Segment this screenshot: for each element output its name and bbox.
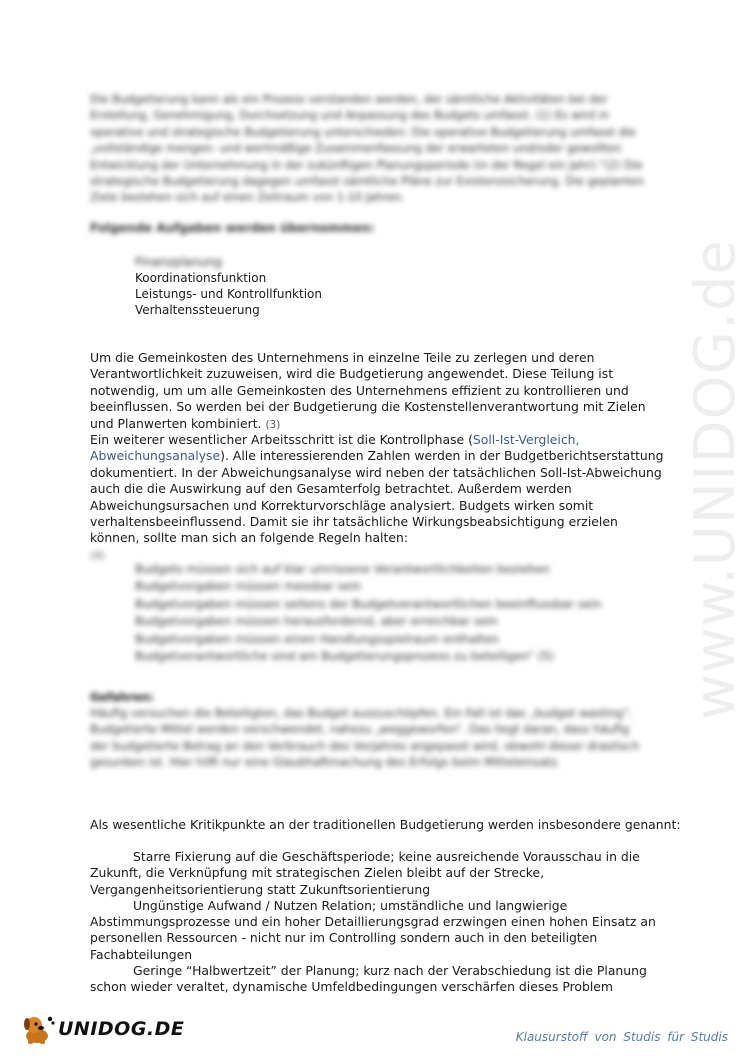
analysis-link[interactable]: Soll-Ist-Vergleich, Abweichungsanalyse [90, 432, 580, 464]
citation: (4) [90, 549, 105, 562]
paragraph-text-end: ). Alle interessierenden Zahlen werden in der Budgetberichtserstattung dokumentiert. In der Abweichungsanalyse wird neben der tatsächlichen Soll-Ist-Abweichung auch die die Auswirkung auf den Gesamterfolg betrachtet. Außerdem werden Abweichungsursachen und Korrekturvorschläge analysiert. Budgets wirken somit verhaltensbeeinflussend. Damit sie ihr tatsächliche Wirkungsbeabsichtigung erzielen können, sollte man sich an folgende Regeln halten: [90, 448, 664, 546]
list-item: Verhaltenssteuerung [135, 303, 260, 317]
criticism-intro: Als wesentliche Kritikpunkte an der traditionellen Budgetierung werden insbesondere genannt: [90, 817, 681, 832]
intro-paragraph: Die Budgetierung kann als ein Prozess verstanden werden, der sämtliche Aktivitäten bei der Erstellung, Genehmigung, Durchsetzung und Anpassung des Budgets umfasst. (1) Es wird in operative und strategische Budgetierung unterschieden: Die operative Budgetierung umfasst die „vollständige mengen- und wertmäßige Zusammenfassung der erwarteten und/oder gewollten Entwicklung der Unternehmung in der zukünftigen Planungsperiode (in der Regel ein Jahr).“(2) Die strategische Budgetierung dagegen umfasst sämtliche Pläne zur Existenzsicherung. Die geplanten Ziele beziehen sich auf einen Zeitraum von 1-10 Jahren. [90, 93, 645, 205]
dangers-section [90, 689, 645, 770]
list-item: Finanzplanung [135, 255, 222, 269]
list-item: Budgetvorgaben müssen einen Handlungsspielraum enthalten [135, 631, 499, 646]
list-item: Budgetvorgaben müssen herausfordernd, aber erreichbar sein [135, 614, 498, 629]
list-item: Koordinationsfunktion [135, 271, 267, 285]
list-item: Starre Fixierung auf die Geschäftsperiode; keine ausreichende Vorausschau in die Zukunft, die Verknüpfung mit strategischen Zielen bleibt auf der Strecke, Vergangenheitsorientierung statt Zukunftsorientierung [90, 849, 640, 897]
list-item: Budgetvorgaben müssen messbar sein [135, 579, 362, 594]
overhead-paragraph [90, 350, 665, 433]
watermark: www.UNIDOG.de [683, 239, 748, 720]
dangers-text: Häufig versuchen die Beteiligten, das Budget auszuschöpfen. Ein Fall ist das „budget wasting“. Budgetierte Mittel werden verschwendet, nahezu „weggeworfen“. Das liegt daran, dass häufig der budgetierte Betrag an den Verbrauch des Vorjahres angepasst wird, obwohl dieser drastisch gesunken ist. Hier hilft nur eine Glaubhaftmachung des Erfolgs beim Mitteleinsatz. [90, 706, 640, 769]
tasks-list [135, 254, 322, 318]
rules-list [135, 561, 601, 665]
paragraph-text-start: Ein weiterer wesentlicher Arbeitsschritt ist die Kontrollphase ( [90, 432, 473, 447]
criticism-list [90, 849, 670, 996]
paragraph-text: Um die Gemeinkosten des Unternehmens in einzelne Teile zu zerlegen und deren Verantwortlichkeit zuzuweisen, wird die Budgetierung angewendet. Diese Teilung ist notwendig, um um alle Gemeinkosten des Unternehmens effizient zu kontrollieren und beeinflussen. So werden bei der Budgetierung die Kostenstellenverantwortung mit Zielen und Planwerten kombiniert. [90, 350, 646, 431]
list-item: Budgetverantwortliche sind am Budgetierungsprozess zu beteiligen“ (5) [135, 649, 554, 664]
citation: (3) [265, 418, 281, 431]
dog-icon [22, 1012, 56, 1046]
list-item: Budgets müssen sich auf klar umrissene Verantwortlichkeiten beziehen [135, 562, 550, 576]
tasks-heading: Folgende Aufgaben werden übernommen: [90, 221, 375, 235]
list-item: Leistungs- und Kontrollfunktion [135, 287, 322, 301]
logo-text: UNIDOG.DE [58, 1018, 185, 1040]
dangers-heading: Gefahren: [90, 690, 154, 704]
list-item: Ungünstige Aufwand / Nutzen Relation; umständliche und langwierige Abstimmungsprozesse und ein hoher Detaillierungsgrad erzwingen einen hohen Einsatz an personellen Ressourcen - nicht nur im Controlling sondern auch in den beteiligten Fachabteilungen [90, 897, 656, 962]
control-paragraph [90, 432, 665, 564]
list-item: Budgetvorgaben müssen seitens der Budgetverantwortlichen beeinflussbar sein [135, 596, 602, 611]
unidog-logo [22, 1012, 184, 1046]
list-item: Geringe “Halbwertzeit” der Planung; kurz nach der Verabschiedung ist die Planung schon wieder veraltet, dynamische Umfeldbedingungen verschärfen dieses Problem [90, 963, 647, 995]
footer-slogan: Klausurstoff von Studis für Studis [515, 1030, 728, 1044]
